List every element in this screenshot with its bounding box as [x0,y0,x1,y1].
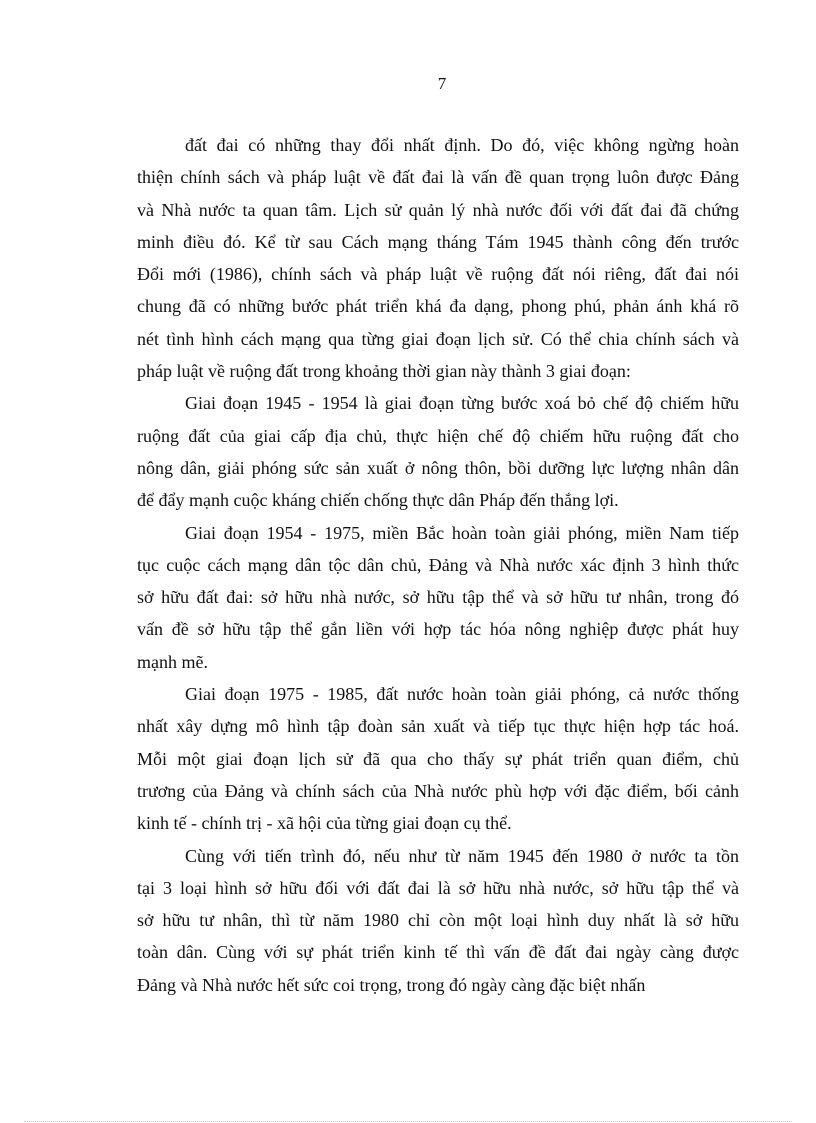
page-bottom-divider [24,1121,792,1122]
text-line: Giai đoạn 1945 - 1954 là giai đoạn từng bước xoá bỏ chế độ chiếm hữu [185,393,739,414]
text-line: Giai đoạn 1954 - 1975, miền Bắc hoàn toàn giải phóng, miền Nam tiếp [185,522,739,543]
text-line: ruộng đất của giai cấp địa chủ, thực hiện chế độ chiếm hữu ruộng đất cho [137,425,739,446]
text-line: minh điều đó. Kể từ sau Cách mạng tháng Tám 1945 thành công đến trước [137,231,739,252]
text-line: sở hữu đất đai: sở hữu nhà nước, sở hữu tập thể và sở hữu tư nhân, trong đó [137,587,739,608]
text-line: Mỗi một giai đoạn lịch sử đã qua cho thấy sự phát triển quan điểm, chủ [137,748,739,769]
paragraph-2 [137,387,739,516]
text-line: thiện chính sách và pháp luật về đất đai là vấn đề quan trọng luôn được Đảng [137,167,739,188]
text-line: nhất xây dựng mô hình tập đoàn sản xuất và tiếp tục thực hiện hợp tác hoá. [137,716,739,737]
text-line: để đẩy mạnh cuộc kháng chiến chống thực dân Pháp đến thắng lợi. [137,490,619,511]
text-line: Đổi mới (1986), chính sách và pháp luật về ruộng đất nói riêng, đất đai nói [137,264,739,285]
text-line: vấn đề sở hữu tập thể gắn liền với hợp tác hóa nông nghiệp được phát huy [137,619,739,640]
text-line: và Nhà nước ta quan tâm. Lịch sử quản lý nhà nước đối với đất đai đã chứng [137,199,739,220]
text-line: mạnh mẽ. [137,651,208,672]
document-body [137,129,739,1001]
text-line: toàn dân. Cùng với sự phát triển kinh tế thì vấn đề đất đai ngày càng được [137,942,739,963]
text-line: đất đai có những thay đổi nhất định. Do đó, việc không ngừng hoàn [185,135,739,155]
text-line: Cùng với tiến trình đó, nếu như từ năm 1945 đến 1980 ở nước ta tồn [185,845,739,866]
text-line: tục cuộc cách mạng dân tộc dân chủ, Đảng và Nhà nước xác định 3 hình thức [137,554,739,575]
paragraph-3 [137,517,739,678]
text-line: kinh tế - chính trị - xã hội của từng giai đoạn cụ thể. [137,813,512,834]
text-line: Đảng và Nhà nước hết sức coi trọng, trong đó ngày càng đặc biệt nhấn [137,974,646,995]
paragraph-4 [137,678,739,839]
paragraph-1 [137,129,739,387]
paragraph-5 [137,840,739,1001]
text-line: chung đã có những bước phát triển khá đa dạng, phong phú, phản ánh khá rõ [137,296,739,317]
text-line: sở hữu tư nhân, thì từ năm 1980 chỉ còn một loại hình duy nhất là sở hữu [137,910,739,931]
text-line: tại 3 loại hình sở hữu đối với đất đai là sở hữu nhà nước, sở hữu tập thể và [137,877,739,898]
text-line: nông dân, giải phóng sức sản xuất ở nông thôn, bồi dưỡng lực lượng nhân dân [137,457,739,478]
text-line: nét tình hình cách mạng qua từng giai đoạn lịch sử. Có thể chia chính sách và [137,328,739,349]
page-number: 7 [437,74,447,93]
text-line: pháp luật về ruộng đất trong khoảng thời gian này thành 3 giai đoạn: [137,361,631,382]
text-line: Giai đoạn 1975 - 1985, đất nước hoàn toàn giải phóng, cả nước thống [185,684,739,705]
text-line: trương của Đảng và chính sách của Nhà nước phù hợp với đặc điểm, bối cảnh [137,780,739,801]
